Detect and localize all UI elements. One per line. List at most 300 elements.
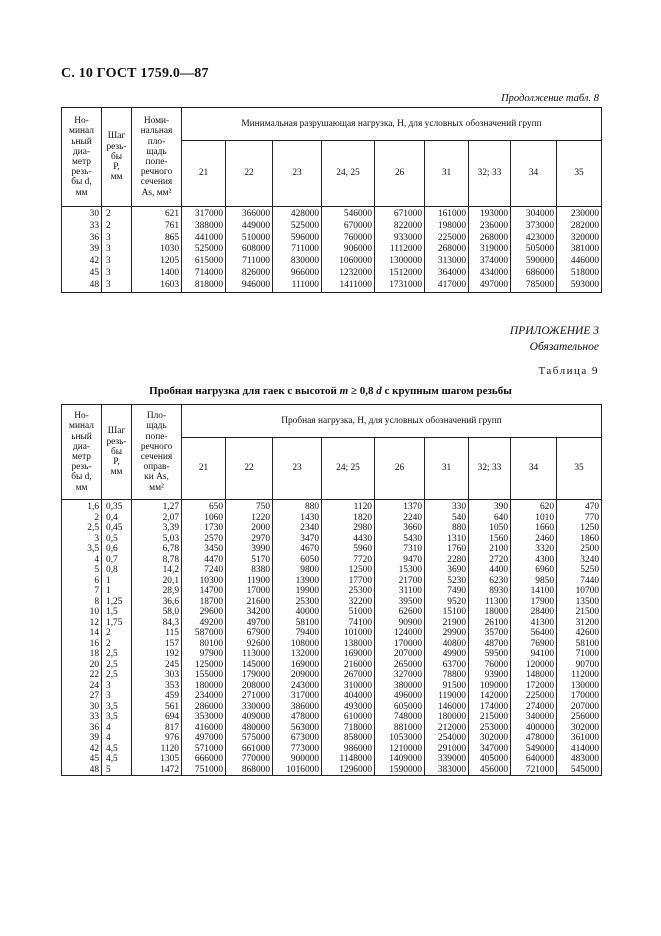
group-header-cell: 31 (425, 438, 469, 500)
area-cell: 1205 (132, 256, 182, 268)
table-row (62, 691, 602, 702)
pitch-cell: 2 (102, 628, 132, 639)
diameter-cell: 10 (62, 607, 102, 618)
load-cell: 339000 (425, 754, 469, 765)
table-row (62, 607, 602, 618)
pitch-cell: 2 (102, 221, 132, 233)
load-cell: 40800 (425, 639, 469, 650)
load-cell: 319000 (469, 244, 511, 256)
area-cell: 303 (132, 670, 182, 681)
load-cell: 750 (226, 500, 273, 513)
load-cell: 7310 (375, 544, 425, 555)
header-line: речного (140, 441, 173, 452)
load-cell: 593000 (557, 280, 602, 292)
diameter-cell: 45 (62, 268, 102, 280)
header-line: минал (69, 126, 94, 137)
diameter-cell: 48 (62, 280, 102, 292)
header-line: As, мм² (141, 187, 172, 198)
pitch-cell: 5 (102, 765, 132, 776)
appendix-status: Обязательное (529, 341, 599, 353)
load-cell: 748000 (375, 712, 425, 723)
load-cell: 2100 (469, 544, 511, 555)
pitch-cell: 2,5 (102, 660, 132, 671)
load-cell: 94100 (511, 649, 557, 660)
table8-body (62, 207, 602, 293)
group-header-cell: 22 (226, 141, 273, 207)
load-cell: 113000 (226, 649, 273, 660)
header-line: P, (113, 457, 120, 468)
load-cell: 3450 (182, 544, 226, 555)
load-cell: 91500 (425, 681, 469, 692)
table-row (62, 555, 602, 566)
load-cell: 390 (469, 500, 511, 513)
header-line: бы (110, 151, 123, 162)
load-cell: 671000 (375, 207, 425, 221)
load-cell: 456000 (469, 765, 511, 776)
load-cell: 101000 (322, 628, 375, 639)
load-cell: 770 (557, 513, 602, 524)
load-cell: 381000 (557, 244, 602, 256)
diameter-cell: 2,5 (62, 523, 102, 534)
header-line: попе- (145, 431, 168, 442)
load-cell: 686000 (511, 268, 557, 280)
header-line: диа- (72, 441, 91, 452)
load-cell: 313000 (425, 256, 469, 268)
load-cell: 320000 (557, 233, 602, 245)
table8-continuation-label: Продолжение табл. 8 (501, 93, 599, 104)
load-cell: 225000 (425, 233, 469, 245)
area-cell: 865 (132, 233, 182, 245)
load-cell: 525000 (273, 221, 322, 233)
area-cell: 58,0 (132, 607, 182, 618)
load-cell: 933000 (375, 233, 425, 245)
table-row (62, 765, 602, 776)
header-line: резь- (71, 167, 92, 178)
header-line: мм (110, 172, 123, 183)
load-cell: 428000 (273, 207, 322, 221)
area-cell: 694 (132, 712, 182, 723)
load-cell: 170000 (375, 639, 425, 650)
header-line: речного (140, 167, 173, 178)
load-cell: 380000 (375, 681, 425, 692)
load-cell: 2980 (322, 523, 375, 534)
table-row (62, 221, 602, 233)
header-line: мм (75, 187, 88, 198)
load-cell: 225000 (511, 691, 557, 702)
group-header-cell: 21 (182, 141, 226, 207)
header-line: мм (75, 482, 88, 493)
group-header-cell: 26 (375, 141, 425, 207)
table-row (62, 639, 602, 650)
load-cell: 1296000 (322, 765, 375, 776)
load-cell: 26100 (469, 618, 511, 629)
pitch-cell: 3 (102, 244, 132, 256)
load-cell: 1660 (511, 523, 557, 534)
load-cell: 327000 (375, 670, 425, 681)
table-row (62, 280, 602, 292)
pitch-cell: 1,5 (102, 607, 132, 618)
area-cell: 2,07 (132, 513, 182, 524)
load-cell: 268000 (469, 233, 511, 245)
load-cell: 1370 (375, 500, 425, 513)
pitch-cell: 1 (102, 586, 132, 597)
load-cell: 304000 (511, 207, 557, 221)
table9-pitch-header (102, 405, 132, 500)
load-cell: 302000 (469, 733, 511, 744)
load-cell: 5960 (322, 544, 375, 555)
load-cell: 97900 (182, 649, 226, 660)
load-cell: 310000 (322, 681, 375, 692)
table-row (62, 565, 602, 576)
load-cell: 138000 (322, 639, 375, 650)
table-row (62, 268, 602, 280)
load-cell: 6960 (511, 565, 557, 576)
load-cell: 388000 (182, 221, 226, 233)
header-line: щадь (146, 421, 167, 432)
load-cell: 42600 (557, 628, 602, 639)
pitch-cell: 0,8 (102, 565, 132, 576)
diameter-cell: 20 (62, 660, 102, 671)
load-cell: 1590000 (375, 765, 425, 776)
load-cell: 39500 (375, 597, 425, 608)
load-cell: 108000 (273, 639, 322, 650)
load-cell: 317000 (273, 691, 322, 702)
load-cell: 236000 (469, 221, 511, 233)
diameter-cell: 39 (62, 244, 102, 256)
load-cell: 124000 (375, 628, 425, 639)
diameter-cell: 33 (62, 712, 102, 723)
page-header: С. 10 ГОСТ 1759.0—87 (61, 66, 209, 81)
diameter-cell: 3,5 (62, 544, 102, 555)
header-line: Шаг (107, 131, 126, 142)
load-cell: 76900 (511, 639, 557, 650)
load-cell: 822000 (375, 221, 425, 233)
load-cell: 130000 (557, 681, 602, 692)
load-cell: 10300 (182, 576, 226, 587)
table-row (62, 534, 602, 545)
table-row (62, 544, 602, 555)
load-cell: 546000 (322, 207, 375, 221)
group-header-cell: 23 (273, 141, 322, 207)
area-cell: 1,27 (132, 500, 182, 513)
load-cell: 2970 (226, 534, 273, 545)
header-line: бы (110, 446, 123, 457)
load-cell: 640000 (511, 754, 557, 765)
load-cell: 49200 (182, 618, 226, 629)
diameter-cell: 12 (62, 618, 102, 629)
load-cell: 1430 (273, 513, 322, 524)
header-line: резь- (106, 141, 127, 152)
load-cell: 79400 (273, 628, 322, 639)
area-cell: 8,78 (132, 555, 182, 566)
area-cell: 353 (132, 681, 182, 692)
header-line: Но- (74, 116, 89, 127)
load-cell: 265000 (375, 660, 425, 671)
load-cell: 1730 (182, 523, 226, 534)
load-cell: 650 (182, 500, 226, 513)
area-cell: 157 (132, 639, 182, 650)
load-cell: 6230 (469, 576, 511, 587)
load-cell: 180000 (182, 681, 226, 692)
table-row (62, 702, 602, 713)
load-cell: 256000 (557, 712, 602, 723)
header-line: Номи- (143, 116, 170, 127)
load-cell: 7440 (557, 576, 602, 587)
load-cell: 470 (557, 500, 602, 513)
load-cell: 347000 (469, 744, 511, 755)
load-cell: 29600 (182, 607, 226, 618)
area-cell: 817 (132, 723, 182, 734)
load-cell: 3990 (226, 544, 273, 555)
load-cell: 4430 (322, 534, 375, 545)
table-row (62, 649, 602, 660)
load-cell: 21900 (425, 618, 469, 629)
load-cell: 7490 (425, 586, 469, 597)
load-cell: 881000 (375, 723, 425, 734)
load-cell: 353000 (182, 712, 226, 723)
load-cell: 1760 (425, 544, 469, 555)
load-cell: 243000 (273, 681, 322, 692)
load-cell: 25300 (273, 597, 322, 608)
load-cell: 3690 (425, 565, 469, 576)
diameter-cell: 6 (62, 576, 102, 587)
load-cell: 56400 (511, 628, 557, 639)
load-cell: 510000 (226, 233, 273, 245)
diameter-cell: 42 (62, 744, 102, 755)
area-cell: 1400 (132, 268, 182, 280)
table-row (62, 523, 602, 534)
group-header-cell: 31 (425, 141, 469, 207)
header-line: метр (72, 157, 91, 167)
pitch-cell: 2,5 (102, 670, 132, 681)
load-cell: 2240 (375, 513, 425, 524)
load-cell: 563000 (273, 723, 322, 734)
load-cell: 41300 (511, 618, 557, 629)
load-cell: 1220 (226, 513, 273, 524)
load-cell: 40000 (273, 607, 322, 618)
load-cell: 525000 (182, 244, 226, 256)
table-row (62, 723, 602, 734)
load-cell: 15100 (425, 607, 469, 618)
load-cell: 9470 (375, 555, 425, 566)
group-header-cell: 24, 25 (322, 141, 375, 207)
load-cell: 12500 (322, 565, 375, 576)
load-cell: 155000 (182, 670, 226, 681)
pitch-cell: 3 (102, 268, 132, 280)
group-header-cell: 32; 33 (469, 438, 511, 500)
load-cell: 169000 (273, 660, 322, 671)
header-line: ьный (71, 431, 92, 442)
appendix-block (510, 323, 599, 355)
table8-diameter-header (62, 108, 102, 207)
load-cell: 11300 (469, 597, 511, 608)
load-cell: 434000 (469, 268, 511, 280)
load-cell: 268000 (425, 244, 469, 256)
load-cell: 673000 (273, 733, 322, 744)
load-cell: 383000 (425, 765, 469, 776)
load-cell: 449000 (226, 221, 273, 233)
load-cell: 193000 (469, 207, 511, 221)
load-cell: 661000 (226, 744, 273, 755)
pitch-cell: 2 (102, 207, 132, 221)
diameter-cell: 33 (62, 221, 102, 233)
area-cell: 976 (132, 733, 182, 744)
table-row (62, 576, 602, 587)
area-cell: 1472 (132, 765, 182, 776)
load-cell: 1120 (322, 500, 375, 513)
load-cell: 670000 (322, 221, 375, 233)
load-cell: 3470 (273, 534, 322, 545)
header-line: диа- (72, 146, 91, 157)
load-cell: 4400 (469, 565, 511, 576)
diameter-cell: 30 (62, 702, 102, 713)
diameter-cell: 8 (62, 597, 102, 608)
load-cell: 478000 (511, 733, 557, 744)
header-line: сечения (140, 177, 173, 188)
pitch-cell: 3,5 (102, 712, 132, 723)
load-cell: 2570 (182, 534, 226, 545)
load-cell: 80100 (182, 639, 226, 650)
table8-pitch-header (102, 108, 132, 207)
load-cell: 78800 (425, 670, 469, 681)
load-cell: 3320 (511, 544, 557, 555)
area-cell: 1120 (132, 744, 182, 755)
load-cell: 405000 (469, 754, 511, 765)
load-cell: 545000 (557, 765, 602, 776)
load-cell: 1409000 (375, 754, 425, 765)
load-cell: 2500 (557, 544, 602, 555)
load-cell: 666000 (182, 754, 226, 765)
load-cell: 1148000 (322, 754, 375, 765)
pitch-cell: 4 (102, 723, 132, 734)
load-cell: 34200 (226, 607, 273, 618)
load-cell: 253000 (469, 723, 511, 734)
group-header-cell: 35 (557, 438, 602, 500)
area-cell: 1305 (132, 754, 182, 765)
load-cell: 172000 (511, 681, 557, 692)
pitch-cell: 3 (102, 256, 132, 268)
load-cell: 230000 (557, 207, 602, 221)
load-cell: 29900 (425, 628, 469, 639)
load-cell: 900000 (273, 754, 322, 765)
header-line: бы d, (71, 177, 92, 188)
load-cell: 15300 (375, 565, 425, 576)
load-cell: 2720 (469, 555, 511, 566)
table-9 (61, 404, 602, 776)
diameter-cell: 22 (62, 670, 102, 681)
load-cell: 610000 (322, 712, 375, 723)
load-cell: 9520 (425, 597, 469, 608)
diameter-cell: 1,6 (62, 500, 102, 513)
load-cell: 361000 (557, 733, 602, 744)
table-row (62, 244, 602, 256)
load-cell: 67900 (226, 628, 273, 639)
load-cell: 1050 (469, 523, 511, 534)
header-line: Шаг (107, 426, 126, 437)
table-row (62, 744, 602, 755)
table-8 (61, 107, 602, 293)
load-cell: 478000 (273, 712, 322, 723)
header-line: метр (72, 452, 91, 462)
area-cell: 5,03 (132, 534, 182, 545)
load-cell: 330 (425, 500, 469, 513)
load-cell: 760000 (322, 233, 375, 245)
header-line: попе- (145, 157, 168, 167)
load-cell: 409000 (226, 712, 273, 723)
load-cell: 4470 (182, 555, 226, 566)
load-cell: 254000 (425, 733, 469, 744)
load-cell: 1210000 (375, 744, 425, 755)
load-cell: 174000 (469, 702, 511, 713)
header-line: мм² (149, 482, 164, 493)
load-cell: 830000 (273, 256, 322, 268)
pitch-cell: 2,5 (102, 649, 132, 660)
load-cell: 497000 (182, 733, 226, 744)
load-cell: 7720 (322, 555, 375, 566)
header-line: щадь (146, 146, 167, 157)
load-cell: 1112000 (375, 244, 425, 256)
load-cell: 125000 (182, 660, 226, 671)
pitch-cell: 0,5 (102, 534, 132, 545)
table-row (62, 586, 602, 597)
load-cell: 10700 (557, 586, 602, 597)
load-cell: 1310 (425, 534, 469, 545)
load-cell: 93900 (469, 670, 511, 681)
pitch-cell: 3 (102, 691, 132, 702)
diameter-cell: 30 (62, 207, 102, 221)
header-line: Пло- (146, 411, 167, 422)
load-cell: 17900 (511, 597, 557, 608)
appendix-title: ПРИЛОЖЕНИЕ 3 (509, 325, 599, 337)
load-cell: 1731000 (375, 280, 425, 292)
load-cell: 6050 (273, 555, 322, 566)
load-cell: 605000 (375, 702, 425, 713)
load-cell: 161000 (425, 207, 469, 221)
load-cell: 271000 (226, 691, 273, 702)
load-cell: 364000 (425, 268, 469, 280)
load-cell: 493000 (322, 702, 375, 713)
load-cell: 170000 (557, 691, 602, 702)
area-cell: 20,1 (132, 576, 182, 587)
load-cell: 8930 (469, 586, 511, 597)
table-row (62, 712, 602, 723)
load-cell: 212000 (425, 723, 469, 734)
load-cell: 446000 (557, 256, 602, 268)
load-cell: 1820 (322, 513, 375, 524)
pitch-cell: 3,5 (102, 702, 132, 713)
load-cell: 374000 (469, 256, 511, 268)
load-cell: 946000 (226, 280, 273, 292)
load-cell: 2280 (425, 555, 469, 566)
area-cell: 1030 (132, 244, 182, 256)
load-cell: 48700 (469, 639, 511, 650)
load-cell: 571000 (182, 744, 226, 755)
table-row (62, 733, 602, 744)
table9-group-header: Пробная нагрузка, Н, для условных обозначений групп (182, 405, 602, 438)
table9-body (62, 500, 602, 776)
load-cell: 21700 (375, 576, 425, 587)
load-cell: 28400 (511, 607, 557, 618)
load-cell: 291000 (425, 744, 469, 755)
area-cell: 28,9 (132, 586, 182, 597)
load-cell: 209000 (273, 670, 322, 681)
table9-diameter-header (62, 405, 102, 500)
load-cell: 505000 (511, 244, 557, 256)
load-cell: 111000 (273, 280, 322, 292)
table9-title (0, 385, 661, 397)
load-cell: 549000 (511, 744, 557, 755)
load-cell: 575000 (226, 733, 273, 744)
